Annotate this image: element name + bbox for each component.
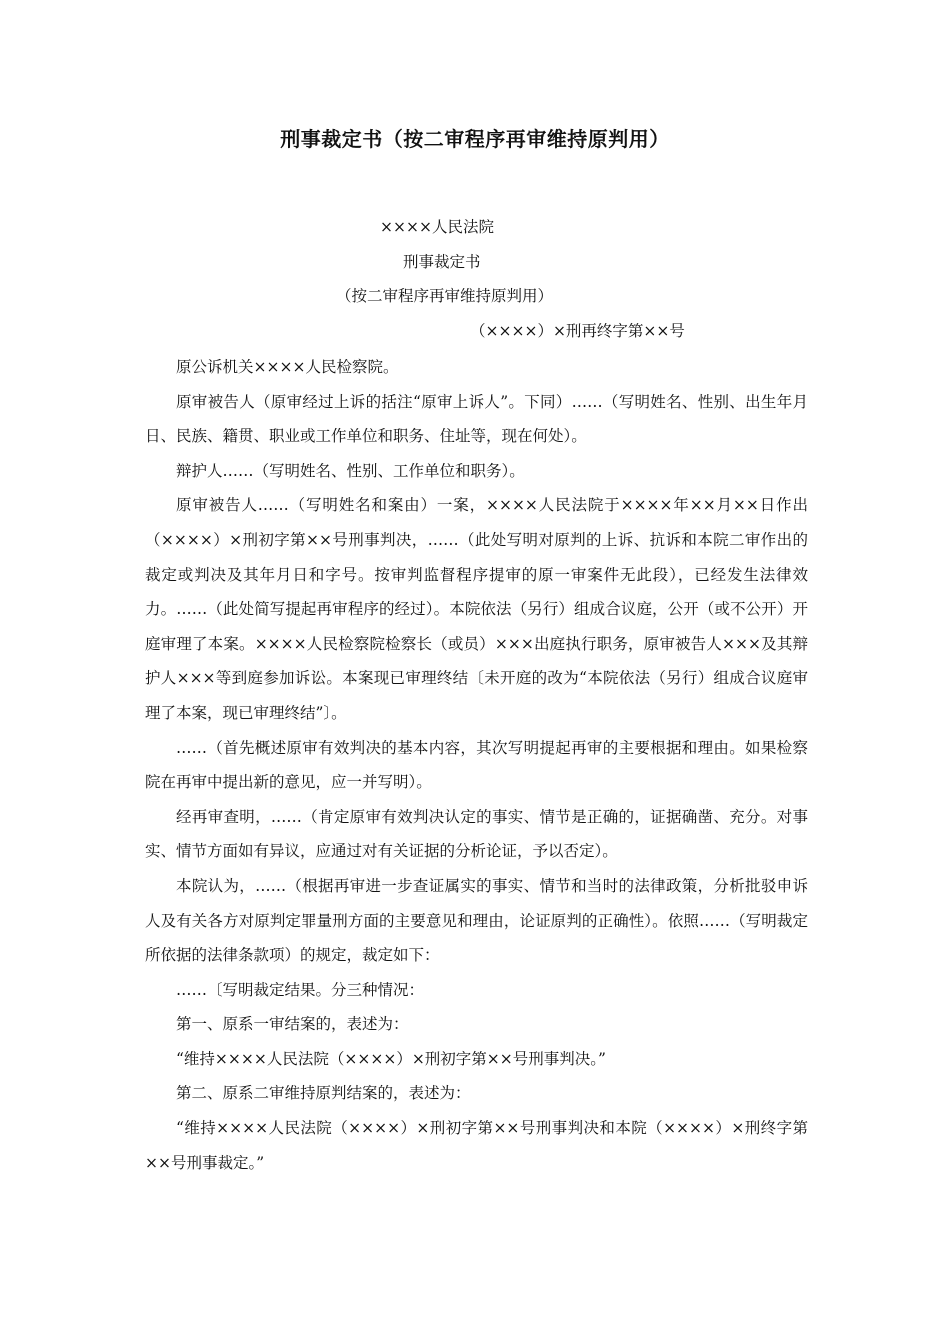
document-title: 刑事裁定书（按二审程序再审维持原判用） (280, 127, 670, 151)
document-body (145, 350, 808, 1180)
court-name: ××××人民法院 (380, 218, 494, 236)
paragraph-defendant: 原审被告人（原审经过上诉的括注“原审上诉人”。下同）……（写明姓名、性别、出生年月日、民族、籍贯、职业或工作单位和职务、住址等，现在何处）。 (145, 392, 808, 446)
paragraph-ruling-intro: ……〔写明裁定结果。分三种情况： (176, 980, 425, 999)
paragraph-defender: 辩护人……（写明姓名、性别、工作单位和职务）。 (176, 461, 525, 480)
paragraph-case-history: 原审被告人……（写明姓名和案由）一案，××××人民法院于××××年××月××日作出（××××）×刑初字第××号刑事判决，……（此处写明对原判的上诉、抗诉和本院二审作出的裁定或判决及其年月日和字号。按审判监督程序提审的原一审案件无此段），已经发生法律效力。……（此处简写提起再审程序的经过）。本院依法（另行）组成合议庭，公开（或不公开）开庭审理了本案。××××人民检察院检察长（或员）×××出庭执行职务，原审被告人×××及其辩护人×××等到庭参加诉讼。本案现已审理终结〔未开庭的改为“本院依法（另行）组成合议庭审理了本案，现已审理终结”〕。 (145, 496, 808, 722)
paragraph-findings: 经再审查明，……（肯定原审有效判决认定的事实、情节是正确的，证据确凿、充分。对事实、情节方面如有异议，应通过对有关证据的分析论证，予以否定）。 (145, 807, 808, 861)
paragraph-case-one-text: “维持××××人民法院（××××）×刑初字第××号刑事判决。” (176, 1049, 606, 1068)
paragraph-case-two: 第二、原系二审维持原判结案的，表述为： (176, 1084, 471, 1103)
paragraph-case-two-text: “维持××××人民法院（××××）×刑初字第××号刑事判决和本院（××××）×刑终字第××号刑事裁定。” (145, 1119, 808, 1172)
document-subtitle: （按二审程序再审维持原判用） (336, 287, 554, 305)
paragraph-summary: ……（首先概述原审有效判决的基本内容，其次写明提起再审的主要根据和理由。如果检察院在再审中提出新的意见，应一并写明）。 (145, 738, 808, 792)
paragraph-case-one: 第一、原系一审结案的，表述为： (176, 1015, 409, 1034)
case-number: （××××）×刑再终字第××号 (470, 322, 685, 340)
paragraph-opinion: 本院认为，……（根据再审进一步查证属实的事实、情节和当时的法律政策，分析批驳申诉人及有关各方对原判定罪量刑方面的主要意见和理由，论证原判的正确性）。依照……（写明裁定所依据的法律条款项）的规定，裁定如下： (145, 876, 808, 965)
document-type: 刑事裁定书 (403, 253, 481, 271)
paragraph-prosecutor: 原公诉机关××××人民检察院。 (176, 358, 399, 376)
